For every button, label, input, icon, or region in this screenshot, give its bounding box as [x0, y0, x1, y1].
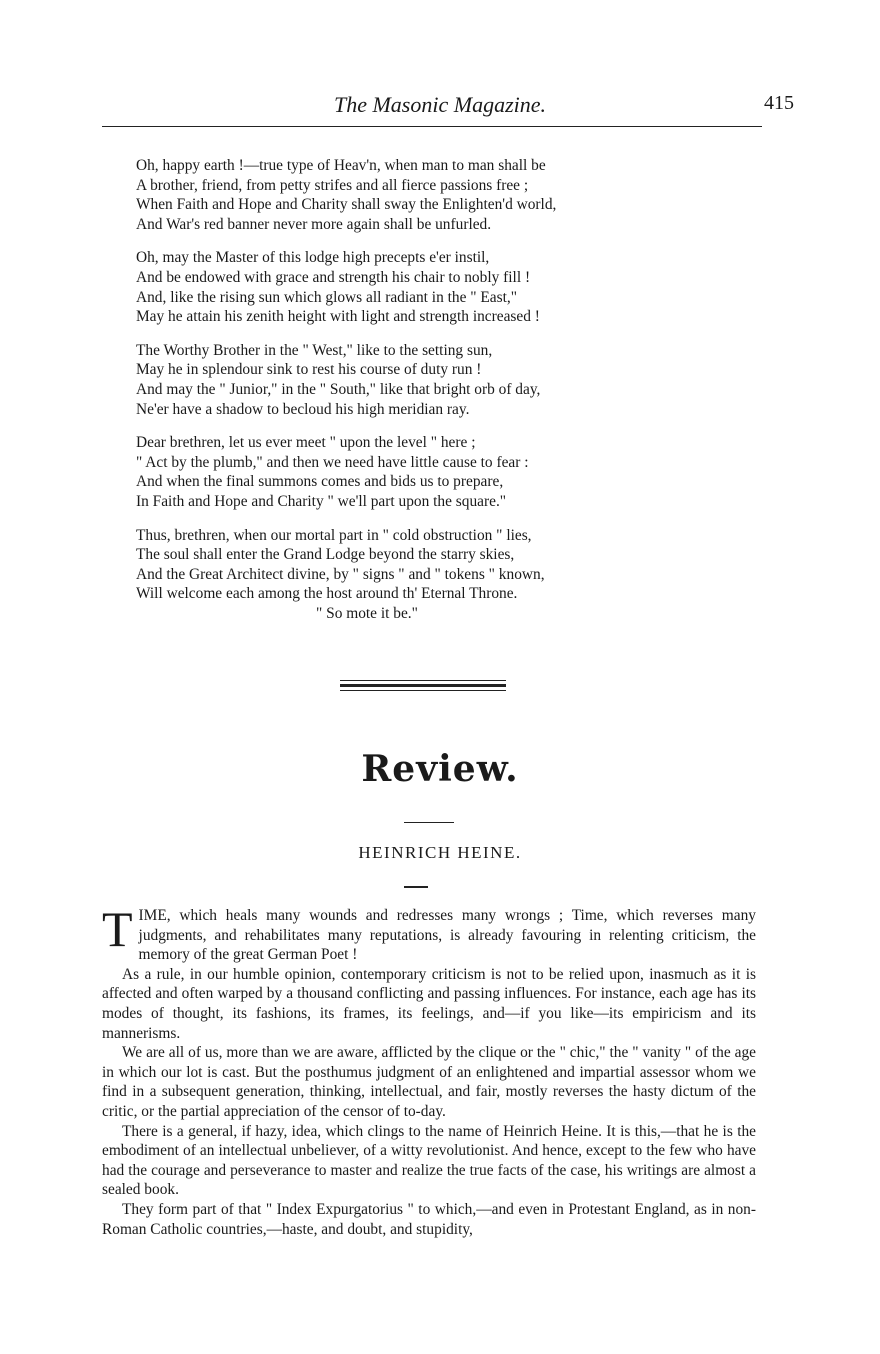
poem-line: " Act by the plumb," and then we need have little cause to fear : [136, 453, 529, 471]
section-heading: Review. [361, 748, 519, 790]
header-rule [102, 126, 762, 127]
poem-line: Thus, brethren, when our mortal part in " cold obstruction " lies, [136, 526, 532, 544]
poem-stanza [136, 156, 696, 234]
poem-line: And War's red banner never more again shall be unfurled. [136, 215, 492, 233]
article-paragraph: They form part of that " Index Expurgatorius " to which,—and even in Protestant England, as in non-Roman Catholic countries,—haste, and doubt, and stupidity, [102, 1200, 756, 1238]
poem-stanza [136, 341, 696, 419]
poem-line: The Worthy Brother in the " West," like to the setting sun, [136, 341, 493, 359]
poem-line: Ne'er have a shadow to becloud his high meridian ray. [136, 400, 470, 418]
title-dash-rule [404, 886, 428, 888]
poem-stanza [136, 433, 696, 511]
poem [136, 156, 696, 623]
poem-line: And may the " Junior," in the " South," like that bright orb of day, [136, 380, 541, 398]
poem-line: Oh, may the Master of this lodge high precepts e'er instil, [136, 249, 490, 267]
article-title: HEINRICH HEINE. [358, 843, 522, 862]
poem-line: When Faith and Hope and Charity shall sway the Enlighten'd world, [136, 196, 557, 214]
poem-stanza [136, 248, 696, 326]
poem-line: Dear brethren, let us ever meet " upon the level " here ; [136, 434, 476, 452]
poem-line: The soul shall enter the Grand Lodge beyond the starry skies, [136, 546, 515, 564]
ornamental-rule [340, 684, 506, 687]
poem-line: Will welcome each among the host around th' Eternal Throne. [136, 585, 518, 603]
poem-stanza [136, 526, 696, 604]
poem-line: And the Great Architect divine, by " signs " and " tokens " known, [136, 565, 545, 583]
ornamental-rule [340, 690, 506, 691]
poem-line: And when the final summons comes and bids us to prepare, [136, 473, 504, 491]
drop-cap: T [102, 901, 133, 957]
poem-line: And, like the rising sun which glows all radiant in the " East," [136, 288, 518, 306]
article-paragraph: There is a general, if hazy, idea, which clings to the name of Heinrich Heine. It is this,—that he is the embodiment of an intellectual unbeliever, of a witty revolutionist. And hence, except to the few who have had the courage and perseverance to master and realize the true facts of the case, his writings are almost a sealed book. [102, 1122, 756, 1199]
poem-line: In Faith and Hope and Charity " we'll part upon the square." [136, 492, 507, 510]
poem-closing-line: " So mote it be." [316, 604, 418, 622]
poem-line: And be endowed with grace and strength his chair to nobly fill ! [136, 268, 531, 286]
poem-line: May he in splendour sink to rest his course of duty run ! [136, 361, 482, 379]
section-rule [404, 822, 454, 823]
article-paragraph: As a rule, in our humble opinion, contemporary criticism is not to be relied upon, inasmuch as it is affected and often warped by a thousand conflicting and passing influences. For instance, each age has its modes of thought, its fashions, its frames, its feelings, and—if you like—its empiricism and its mannerisms. [102, 965, 756, 1042]
article-body [102, 901, 756, 1239]
running-head-title: The Masonic Magazine. [333, 92, 547, 117]
article-paragraph [102, 901, 756, 965]
article-paragraph: We are all of us, more than we are aware, afflicted by the clique or the " chic," the " vanity " of the age in which our lot is cast. But the posthumus judgment of an enlightened and impartial assessor whom we find in a subsequent generation, thinking, intellectual, and fair, mostly reverses the hasty dictum of the critic, or the partial appreciation of the censor of to-day. [102, 1044, 756, 1120]
paragraph-text: IME, which heals many wounds and redresses many wrongs ; Time, which reverses many judgments, and rehabilitates many reputations, is already favouring in relenting criticism, the memory of the great German Poet ! [138, 907, 756, 964]
poem-line: Oh, happy earth !—true type of Heav'n, when man to man shall be [136, 157, 546, 174]
poem-line: May he attain his zenith height with light and strength increased ! [136, 308, 540, 326]
ornamental-rule [340, 680, 506, 681]
poem-line: A brother, friend, from petty strifes and all fierce passions free ; [136, 176, 529, 194]
page-number: 415 [764, 92, 794, 114]
